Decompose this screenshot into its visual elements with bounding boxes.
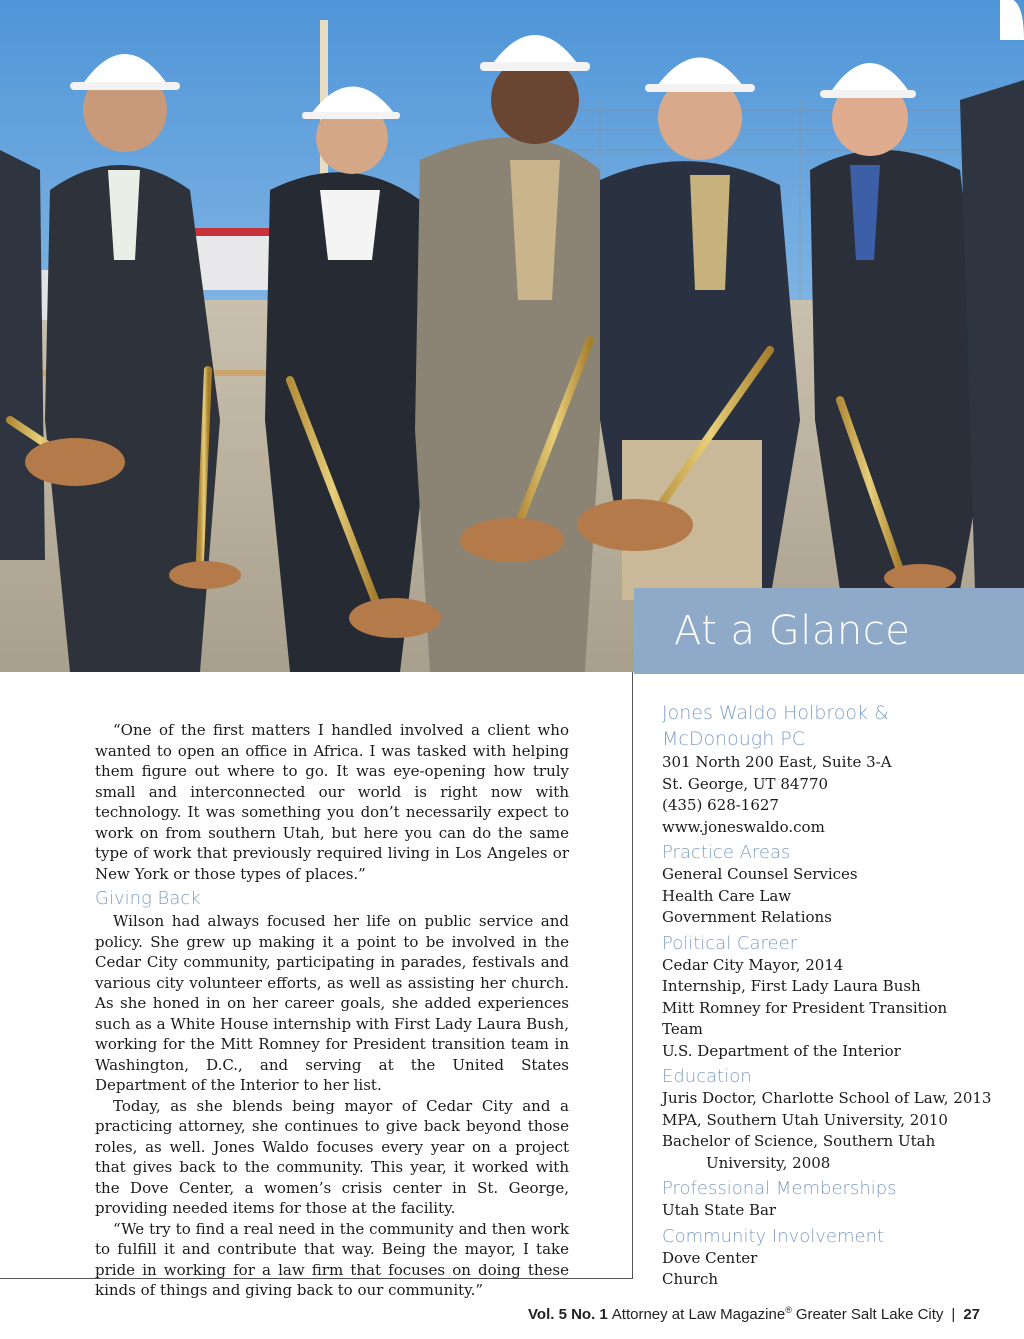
sidebar-divider-vertical — [632, 672, 633, 1279]
footer-separator: | — [951, 1306, 956, 1323]
list-item: Government Relations — [662, 908, 832, 926]
community-involvement-heading: Community Involvement — [662, 1225, 885, 1247]
firm-address-line: St. George, UT 84770 — [662, 774, 829, 793]
list-item: Mitt Romney for President Transition Team — [662, 998, 948, 1038]
list-item: Internship, First Lady Laura Bush — [662, 977, 921, 995]
article-body — [95, 720, 569, 1301]
article-paragraph: “We try to find a real need in the community and then work to fulfill it and contribute that way. Being the mayor, I take pride in working for a law firm that focuses on doing these kinds of things and giving back to our community.” — [95, 1219, 569, 1299]
at-a-glance-title: At a Glance — [674, 608, 911, 654]
practice-areas-heading: Practice Areas — [662, 842, 791, 863]
firm-name: Jones Waldo Holbrook & McDonough PC — [662, 702, 889, 750]
practice-areas-section — [662, 842, 992, 929]
list-item: Utah State Bar — [662, 1201, 777, 1219]
page-footer — [528, 1305, 980, 1323]
at-a-glance-banner — [634, 588, 1024, 674]
list-item: Bachelor of Science, Southern Utah — [662, 1132, 936, 1150]
political-career-section — [662, 933, 992, 1063]
political-career-heading: Political Career — [662, 932, 798, 954]
article-paragraph: “One of the first matters I handled involved a client who wanted to open an office in Africa. I was tasked with helping them figure out where to go. It was eye-opening how truly small and interconnected our world is right now with technology. It was something you don’t necessarily expect to work on from southern Utah, but here you can do the same type of work that previously required living in Los Angeles or New York or those types of places.” — [95, 721, 569, 883]
list-item: U.S. Department of the Interior — [662, 1041, 901, 1060]
list-item: MPA, Southern Utah University, 2010 — [662, 1110, 948, 1129]
professional-memberships-heading: Professional Memberships — [662, 1178, 897, 1199]
firm-website: www.joneswaldo.com — [662, 817, 825, 836]
education-heading: Education — [662, 1066, 752, 1087]
community-involvement-section — [662, 1226, 992, 1291]
firm-address-line: 301 North 200 East, Suite 3-A — [662, 753, 892, 771]
article-paragraph: Today, as she blends being mayor of Cedar City and a practicing attorney, she continues to give back beyond those roles, as well. Jones Waldo focuses every year on a project that gives back to the community. This year, it worked with the Dove Center, a women’s crisis center in St. George, providing needed items for those at the facility. — [95, 1096, 569, 1217]
education-section — [662, 1066, 992, 1174]
page-number: 27 — [963, 1306, 980, 1323]
edition-name: Greater Salt Lake City — [795, 1306, 944, 1323]
article-paragraph: Wilson had always focused her life on public service and policy. She grew up making it a point to be involved in the Cedar City community, participating in parades, festivals and various city volunteer efforts, as well as assisting her church. As she honed in on her career goals, she added experiences such as a White House internship with First Lady Laura Bush, working for the Mitt Romney for President transition team in Washington, D.C., and serving at the United States Department of the Interior to her list. — [95, 912, 569, 1094]
section-heading: Giving Back — [95, 888, 201, 909]
list-item: General Counsel Services — [662, 865, 858, 883]
list-item: Cedar City Mayor, 2014 — [662, 955, 844, 974]
list-item: University, 2008 — [706, 1153, 831, 1172]
list-item: Juris Doctor, Charlotte School of Law, 2013 — [662, 1089, 992, 1107]
volume-issue: Vol. 5 No. 1 — [528, 1306, 608, 1323]
list-item: Church — [662, 1270, 719, 1288]
at-a-glance-sidebar — [662, 700, 992, 1291]
list-item: Dove Center — [662, 1248, 758, 1267]
magazine-name: Attorney at Law Magazine® — [611, 1305, 792, 1323]
firm-phone: (435) 628-1627 — [662, 796, 779, 814]
professional-memberships-section — [662, 1178, 992, 1222]
list-item: Health Care Law — [662, 886, 792, 905]
